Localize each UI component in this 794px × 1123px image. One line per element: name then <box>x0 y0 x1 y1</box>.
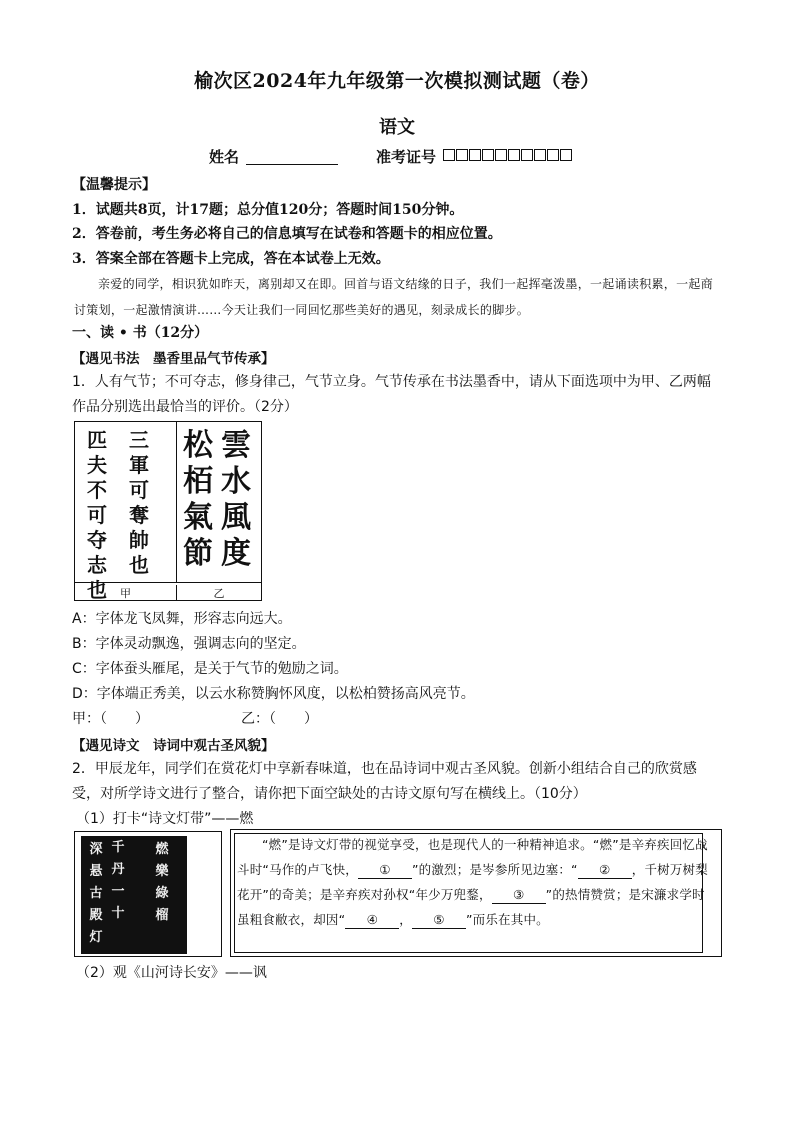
id-digit-box[interactable] <box>443 149 455 161</box>
calligraphy-image <box>74 421 262 601</box>
calligraphy-jia <box>75 422 177 602</box>
calligraphy-yi <box>177 422 261 582</box>
blank-4[interactable]: ④ <box>345 912 399 929</box>
tip-item: 3．答案全部在答题卡上完成，答在本试卷上无效。 <box>72 251 390 267</box>
passage-box <box>230 829 722 957</box>
id-digit-box[interactable] <box>547 149 559 161</box>
tips-heading: 【温馨提示】 <box>72 177 156 193</box>
name-underline[interactable] <box>246 164 338 165</box>
calligraphy-column: 松 栢 氣 節 <box>183 428 213 571</box>
calligraphy-column: 雲 水 風 度 <box>221 428 251 571</box>
exam-title: 榆次区2024年九年级第一次模拟测试题（卷） <box>194 70 600 92</box>
caption-jia: 甲 <box>75 585 177 601</box>
blank-1[interactable]: ① <box>358 862 412 879</box>
option-a: A：字体龙飞凤舞，形容志向远大。 <box>72 611 292 627</box>
option-d: D：字体端正秀美，以云水称赞胸怀风度，以松柏赞扬高风亮节。 <box>72 686 475 702</box>
answer-yi-field[interactable]: 乙：（ ） <box>241 711 318 727</box>
caption-yi: 乙 <box>213 587 225 600</box>
id-digit-box[interactable] <box>560 149 572 161</box>
answer-jia-field[interactable]: 甲：（ ） <box>72 711 149 727</box>
name-label: 姓名 <box>209 148 240 166</box>
blank-2[interactable]: ② <box>578 862 632 879</box>
id-digit-box[interactable] <box>456 149 468 161</box>
tip-item: 1．试题共8页，计17题；总分值120分；答题时间150分钟。 <box>72 202 464 218</box>
option-c: C：字体蚕头雁尾，是关于气节的勉励之词。 <box>72 661 348 677</box>
section-heading: 一、读 • 书（12分） <box>72 325 209 341</box>
passage-text: “燃”是诗文灯带的视觉享受，也是现代人的一种精神追求。“燃”是辛弃疾回忆战斗时“马作的卢飞快， ① ”的激烈；是岑参所见边塞：“ ② ，千树万树梨花开”的奇美；是辛弃疾对孙权“年少万兜鍪， ③ ”的热情赞赏；是宋濂求学时虽粗食敝衣，却因“ ④ ， ⑤ ”而乐在其中。 <box>237 837 708 927</box>
intro-paragraph: 亲爱的同学，相识犹如昨天，离别却又在即。回首与语文结缘的日子，我们一起挥毫泼墨，一起诵读积累，一起商讨策划，一起激情演讲……今天让我们一同回忆那些美好的遇见，刻录成长的脚步。 <box>74 277 714 317</box>
lantern-photo: 深 悬 古 殿 灯 千 丹 一 十 燃 樂 綠 榴 <box>81 836 187 954</box>
question-1: 1．人有气节；不可夺志，修身律己，气节立身。气节传承在书法墨香中，请从下面选项中为甲、乙两幅作品分别选出最恰当的评价。（2分） <box>72 374 711 415</box>
exam-id-boxes[interactable] <box>443 149 572 161</box>
id-digit-box[interactable] <box>482 149 494 161</box>
subject-title: 语文 <box>379 117 415 138</box>
subsection-heading: 【遇见诗文 诗词中观古圣风貌】 <box>72 738 275 754</box>
question-2: 2．甲辰龙年，同学们在赏花灯中享新春味道，也在品诗词中观古圣风貌。创新小组结合自己的欣赏感受，对所学诗文进行了整合，请你把下面空缺处的古诗文原句写在横线上。（10分） <box>72 761 697 802</box>
option-b: B：字体灵动飘逸，强调志向的坚定。 <box>72 636 306 652</box>
tip-item: 2．答卷前，考生务必将自己的信息填写在试卷和答题卡的相应位置。 <box>72 226 502 242</box>
id-digit-box[interactable] <box>469 149 481 161</box>
blank-3[interactable]: ③ <box>492 887 546 904</box>
part-2-heading: （2）观《山河诗长安》——讽 <box>76 965 267 981</box>
id-digit-box[interactable] <box>534 149 546 161</box>
calligraphy-column: 三 軍 可 奪 帥 也 <box>129 428 149 577</box>
id-digit-box[interactable] <box>495 149 507 161</box>
calligraphy-caption-row <box>75 582 261 601</box>
calligraphy-column: 匹 夫 不 可 夺 志 也 <box>87 428 107 602</box>
id-digit-box[interactable] <box>521 149 533 161</box>
lantern-poem-image <box>74 831 222 957</box>
id-digit-box[interactable] <box>508 149 520 161</box>
exam-id-label: 准考证号 <box>376 148 437 166</box>
subsection-heading: 【遇见书法 墨香里品气节传承】 <box>72 351 275 367</box>
blank-5[interactable]: ⑤ <box>412 912 466 929</box>
part-1-heading: （1）打卡“诗文灯带”——燃 <box>76 811 254 827</box>
